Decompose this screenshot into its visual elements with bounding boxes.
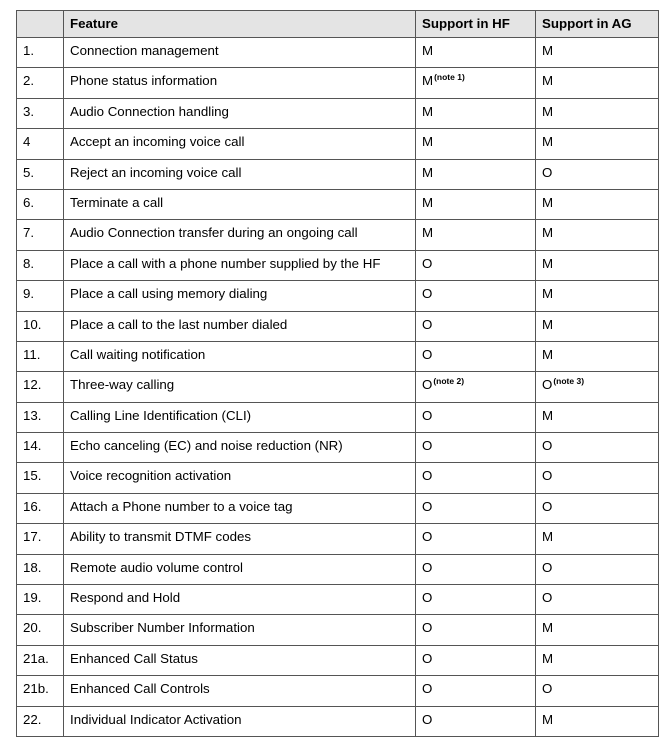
- header-support-in-ag: Support in AG: [536, 11, 659, 38]
- row-number-text: 18.: [23, 559, 42, 575]
- table-row: [17, 38, 659, 68]
- header-number: [17, 11, 64, 38]
- feature-name: [64, 341, 416, 371]
- header-row: [17, 11, 659, 38]
- feature-name-text: Connection management: [70, 43, 219, 58]
- table-row: [17, 585, 659, 615]
- table-row: [17, 463, 659, 493]
- row-number: [17, 281, 64, 311]
- ag-support-text: O: [542, 438, 553, 454]
- row-number: [17, 98, 64, 128]
- ag-support-text: O: [542, 498, 553, 514]
- feature-name: [64, 615, 416, 645]
- hf-support-text: O: [422, 590, 433, 606]
- hf-support-text: M: [422, 73, 434, 89]
- feature-name: [64, 585, 416, 615]
- hf-support-text: O: [422, 559, 433, 575]
- feature-name-text: Audio Connection transfer during an ongoing call: [70, 225, 358, 241]
- row-number: [17, 676, 64, 706]
- row-number-text: 2.: [23, 73, 35, 89]
- row-number-text: 15.: [23, 468, 42, 484]
- feature-name-text: Audio Connection handling: [70, 103, 229, 119]
- feature-name-text: Ability to transmit DTMF codes: [70, 529, 252, 545]
- hf-support-text: O: [422, 255, 433, 271]
- hf-support-text: O: [422, 407, 433, 423]
- feature-name: [64, 281, 416, 311]
- feature-name-text: Phone status information: [70, 73, 218, 89]
- hf-support: [416, 645, 536, 675]
- hf-support-text: O: [422, 438, 433, 454]
- feature-name-text: Call waiting notification: [70, 346, 206, 362]
- row-number: [17, 220, 64, 250]
- ag-support: [536, 129, 659, 159]
- table-row: [17, 250, 659, 280]
- row-number-text: 19.: [23, 590, 42, 606]
- ag-support-text: M: [542, 134, 554, 150]
- ag-support-text: M: [542, 73, 554, 89]
- row-number-text: 10.: [23, 316, 42, 332]
- feature-name: [64, 250, 416, 280]
- hf-support: [416, 159, 536, 189]
- row-number-text: 13.: [23, 407, 42, 423]
- hf-support-text: O: [422, 498, 433, 514]
- table-row: [17, 433, 659, 463]
- row-number-text: 8.: [23, 255, 35, 271]
- row-number-text: 5.: [23, 164, 35, 180]
- hf-support-text: O: [422, 286, 433, 302]
- ag-support-text: O: [542, 377, 553, 393]
- row-number: [17, 129, 64, 159]
- ag-support: [536, 250, 659, 280]
- feature-name-text: Enhanced Call Controls: [70, 681, 210, 697]
- hf-support: [416, 38, 536, 68]
- table-row: [17, 159, 659, 189]
- hf-support-text: O: [422, 620, 433, 636]
- hf-support: [416, 68, 536, 98]
- hf-support-text: M: [422, 164, 434, 180]
- feature-name: [64, 159, 416, 189]
- ag-support-text: M: [542, 346, 554, 362]
- hf-support-note: (note 1): [434, 72, 465, 83]
- hf-support: [416, 98, 536, 128]
- ag-support-text: O: [542, 590, 553, 606]
- feature-name-text: Place a call to the last number dialed: [70, 316, 288, 332]
- row-number-text: 4: [23, 134, 31, 150]
- hf-support: [416, 433, 536, 463]
- ag-support-text: M: [542, 620, 554, 636]
- hf-support-text: M: [422, 225, 434, 241]
- table-row: [17, 645, 659, 675]
- row-number: [17, 433, 64, 463]
- table-row: [17, 706, 659, 736]
- ag-support-text: M: [542, 225, 554, 241]
- ag-support: [536, 463, 659, 493]
- table-row: [17, 341, 659, 371]
- row-number-text: 21a.: [23, 650, 49, 666]
- feature-name: [64, 98, 416, 128]
- row-number-text: 7.: [23, 225, 35, 241]
- row-number: [17, 645, 64, 675]
- table-row: [17, 493, 659, 523]
- ag-support: [536, 189, 659, 219]
- feature-name: [64, 706, 416, 736]
- hf-support-note: (note 2): [433, 376, 465, 387]
- hf-support: [416, 189, 536, 219]
- hf-support-text: O: [422, 711, 433, 727]
- hf-support-text: O: [422, 377, 433, 393]
- ag-support-text: M: [542, 316, 554, 332]
- feature-name: [64, 372, 416, 402]
- ag-support: [536, 615, 659, 645]
- row-number: [17, 68, 64, 98]
- hf-support-text: M: [422, 194, 434, 210]
- table-row: [17, 372, 659, 402]
- hf-support: [416, 281, 536, 311]
- table-row: [17, 676, 659, 706]
- feature-name: [64, 402, 416, 432]
- hf-support-text: M: [422, 134, 434, 150]
- feature-name-text: Three-way calling: [70, 377, 175, 393]
- hf-support-text: O: [422, 346, 433, 362]
- row-number: [17, 311, 64, 341]
- hf-support: [416, 615, 536, 645]
- ag-support: [536, 311, 659, 341]
- hf-support-text: O: [422, 529, 433, 545]
- table-row: [17, 524, 659, 554]
- row-number-text: 11.: [23, 346, 41, 362]
- feature-name-text: Voice recognition activation: [70, 468, 232, 484]
- hf-support: [416, 585, 536, 615]
- table-row: [17, 554, 659, 584]
- feature-name-text: Remote audio volume control: [70, 559, 243, 575]
- ag-support-text: M: [542, 103, 554, 119]
- ag-support: [536, 524, 659, 554]
- row-number-text: 20.: [23, 620, 42, 636]
- row-number: [17, 250, 64, 280]
- feature-name: [64, 220, 416, 250]
- ag-support-text: M: [542, 711, 554, 727]
- row-number: [17, 372, 64, 402]
- ag-support-text: O: [542, 681, 553, 697]
- table-row: [17, 281, 659, 311]
- ag-support: [536, 585, 659, 615]
- ag-support: [536, 38, 659, 68]
- feature-name: [64, 189, 416, 219]
- ag-support: [536, 159, 659, 189]
- feature-name: [64, 554, 416, 584]
- ag-support-text: O: [542, 164, 553, 180]
- header-support-in-hf: Support in HF: [416, 11, 536, 38]
- hf-support: [416, 676, 536, 706]
- row-number-text: 16.: [23, 498, 42, 514]
- row-number: [17, 524, 64, 554]
- ag-support: [536, 281, 659, 311]
- feature-name-text: Calling Line Identification (CLI): [70, 407, 252, 423]
- feature-name: [64, 38, 416, 68]
- row-number: [17, 463, 64, 493]
- ag-support: [536, 220, 659, 250]
- hf-support: [416, 250, 536, 280]
- feature-name: [64, 493, 416, 523]
- feature-name-text: Reject an incoming voice call: [70, 164, 242, 180]
- feature-name-text: Echo canceling (EC) and noise reduction (NR): [70, 438, 343, 454]
- hf-support-text: O: [422, 650, 433, 666]
- row-number: [17, 615, 64, 645]
- table-row: [17, 220, 659, 250]
- ag-support: [536, 706, 659, 736]
- hf-support: [416, 402, 536, 432]
- ag-support-text: O: [542, 468, 553, 484]
- table-row: [17, 311, 659, 341]
- ag-support-text: M: [542, 407, 554, 423]
- feature-name: [64, 463, 416, 493]
- ag-support: [536, 433, 659, 463]
- feature-name-text: Individual Indicator Activation: [70, 711, 242, 727]
- table-row: [17, 129, 659, 159]
- hf-support: [416, 524, 536, 554]
- table-row: [17, 402, 659, 432]
- row-number-text: 6.: [23, 194, 35, 210]
- ag-support: [536, 341, 659, 371]
- header-feature: Feature: [64, 11, 416, 38]
- table-body: [17, 38, 659, 737]
- feature-name: [64, 311, 416, 341]
- row-number: [17, 585, 64, 615]
- hf-support: [416, 220, 536, 250]
- ag-support-text: M: [542, 255, 554, 271]
- ag-support-note: (note 3): [553, 376, 585, 387]
- table-row: [17, 68, 659, 98]
- hf-support-text: M: [422, 43, 434, 58]
- ag-support: [536, 676, 659, 706]
- hf-support: [416, 341, 536, 371]
- hf-support-text: O: [422, 681, 433, 697]
- feature-name-text: Enhanced Call Status: [70, 650, 198, 666]
- hf-support-text: M: [422, 103, 434, 119]
- ag-support-text: M: [542, 650, 554, 666]
- hf-support: [416, 463, 536, 493]
- hf-support: [416, 493, 536, 523]
- feature-support-table-container: [16, 10, 658, 737]
- feature-name-text: Accept an incoming voice call: [70, 134, 245, 150]
- row-number-text: 17.: [23, 529, 42, 545]
- row-number-text: 9.: [23, 286, 35, 302]
- row-number-text: 3.: [23, 103, 35, 119]
- feature-name: [64, 676, 416, 706]
- ag-support-text: M: [542, 194, 554, 210]
- row-number-text: 22.: [23, 711, 42, 727]
- feature-name-text: Place a call with a phone number supplied by the HF: [70, 255, 381, 271]
- row-number: [17, 159, 64, 189]
- ag-support: [536, 493, 659, 523]
- hf-support: [416, 706, 536, 736]
- row-number: [17, 38, 64, 68]
- ag-support-text: M: [542, 286, 554, 302]
- table-row: [17, 189, 659, 219]
- feature-name: [64, 524, 416, 554]
- hf-support: [416, 554, 536, 584]
- hf-support: [416, 311, 536, 341]
- ag-support: [536, 98, 659, 128]
- ag-support: [536, 402, 659, 432]
- table-row: [17, 615, 659, 645]
- hf-support-text: O: [422, 468, 433, 484]
- feature-name: [64, 433, 416, 463]
- feature-support-table: [16, 10, 659, 737]
- ag-support: [536, 554, 659, 584]
- feature-name-text: Respond and Hold: [70, 590, 181, 606]
- hf-support: [416, 129, 536, 159]
- feature-name-text: Place a call using memory dialing: [70, 286, 268, 302]
- feature-name: [64, 645, 416, 675]
- feature-name-text: Terminate a call: [70, 194, 164, 210]
- hf-support: [416, 372, 536, 402]
- hf-support-text: O: [422, 316, 433, 332]
- row-number: [17, 554, 64, 584]
- ag-support: [536, 68, 659, 98]
- feature-name: [64, 129, 416, 159]
- row-number: [17, 341, 64, 371]
- row-number-text: 12.: [23, 377, 42, 393]
- row-number: [17, 402, 64, 432]
- row-number: [17, 706, 64, 736]
- feature-name: [64, 68, 416, 98]
- row-number: [17, 189, 64, 219]
- row-number: [17, 493, 64, 523]
- row-number-text: 1.: [23, 43, 35, 58]
- ag-support-text: M: [542, 529, 554, 545]
- ag-support-text: O: [542, 559, 553, 575]
- feature-name-text: Attach a Phone number to a voice tag: [70, 498, 293, 514]
- ag-support: [536, 372, 659, 402]
- ag-support: [536, 645, 659, 675]
- ag-support-text: M: [542, 43, 554, 58]
- feature-name-text: Subscriber Number Information: [70, 620, 255, 636]
- row-number-text: 14.: [23, 438, 42, 454]
- table-row: [17, 98, 659, 128]
- row-number-text: 21b.: [23, 681, 49, 697]
